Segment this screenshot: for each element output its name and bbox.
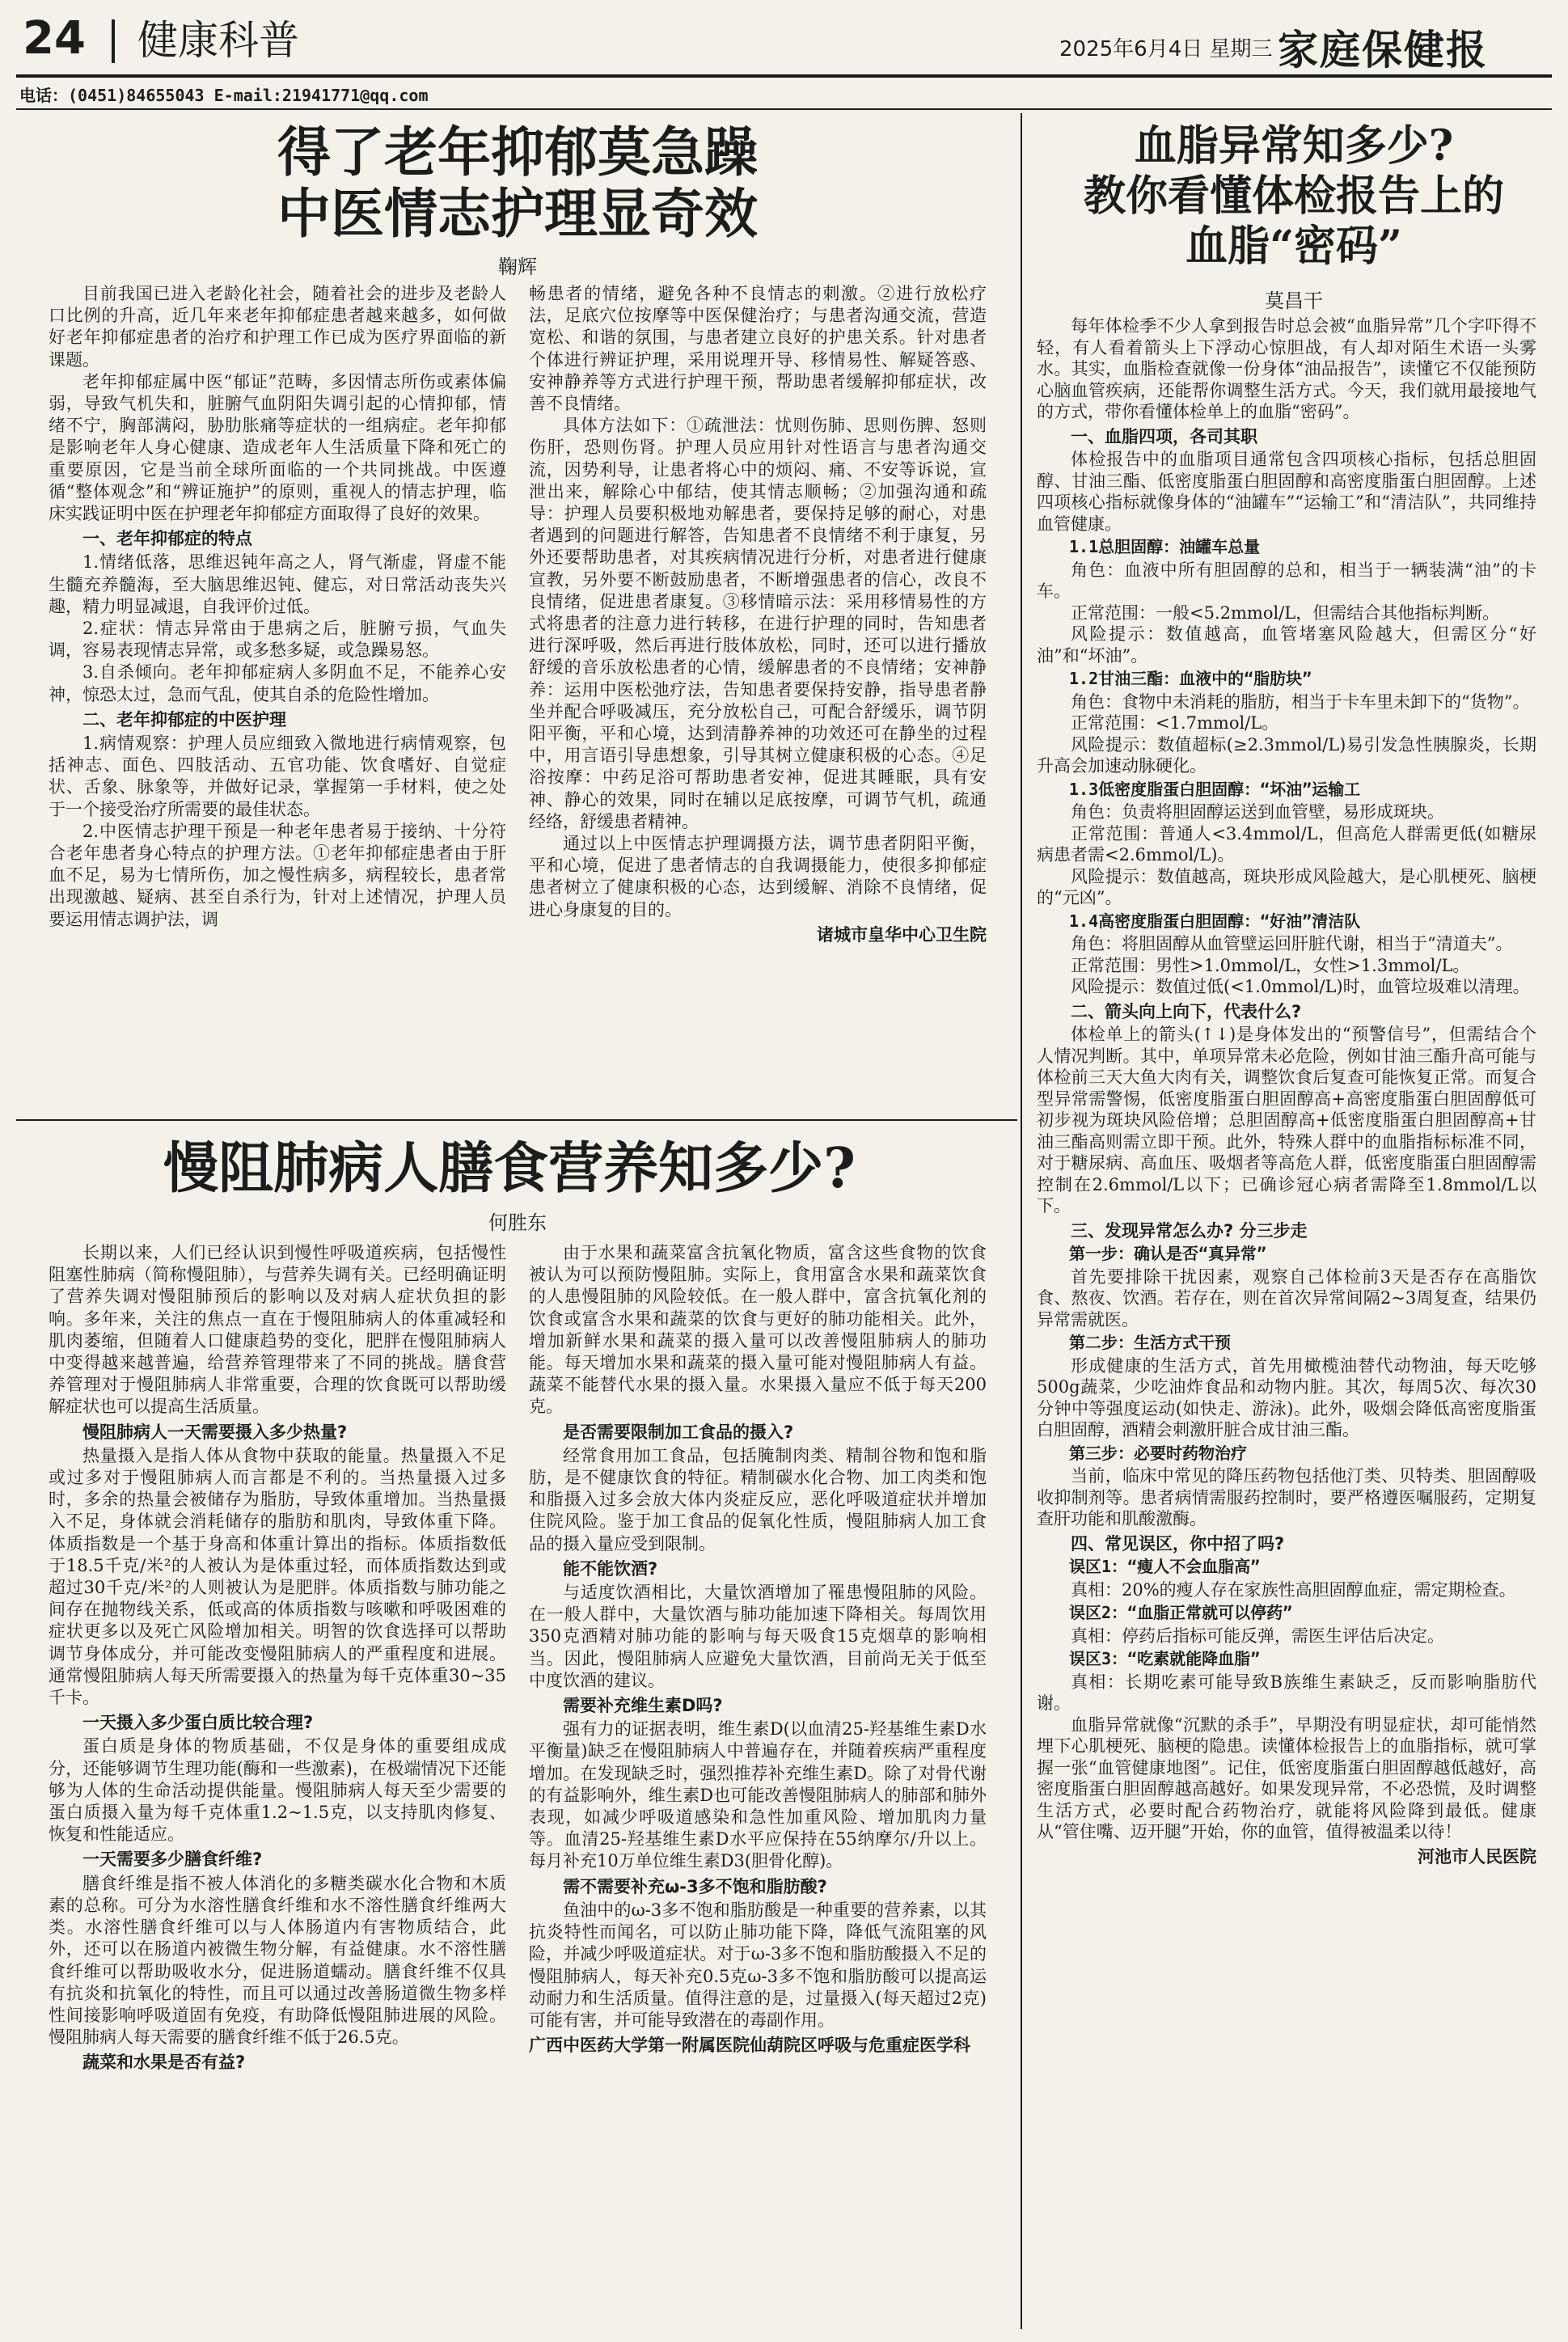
paragraph: 经常食用加工食品，包括腌制肉类、精制谷物和饱和脂肪，是不健康饮食的特征。精制碳水化合物、加工肉类和饱和脂摄入过多会放大体内炎症反应，恶化呼吸道症状并增加住院风险。鉴于加工食品的促氧化性质，慢阻肺病人加工食品的摄入量应受到限制。: [529, 1445, 987, 1554]
paragraph: 首先要排除干扰因素，观察自己体检前3天是否存在高脂饮食、熬夜、饮酒。若存在，则在首次异常间隔2~3周复查，结果仍异常需就医。: [1037, 1266, 1536, 1330]
page-number: 24: [23, 12, 86, 65]
paragraph: 角色：将胆固醇从血管壁运回肝脏代谢，相当于“清道夫”。: [1071, 934, 1513, 953]
subheading-minor: 1.1总胆固醇：油罐车总量: [1069, 537, 1261, 556]
paragraph: 真相：停药后指标可能反弹，需医生评估后决定。: [1071, 1625, 1444, 1646]
subheading-minor: 误区2：“血脂正常就可以停药”: [1069, 1603, 1293, 1622]
paragraph: 1.病情观察：护理人员应细致入微地进行病情观察，包括神志、面色、四肢活动、五官功能、饮食嗜好、自觉症状、舌象、脉象等，并做好记录，掌握第一手材料，使之处于一个接受治疗所需要的最佳状态。: [49, 733, 506, 819]
article1-column-1: [49, 283, 506, 1116]
article3-title-line3: 血脂“密码”: [1186, 222, 1402, 271]
paragraph: 目前我国已进入老龄化社会，随着社会的进步及老龄人口比例的升高，近几年来老年抑郁症患者越来越多，如何做好老年抑郁症患者的治疗和护理工作已成为医疗界面临的新课题。: [49, 284, 506, 370]
paragraph: 角色：食物中未消耗的脂肪，相当于卡车里未卸下的“货物”。: [1071, 691, 1530, 712]
paragraph: 通过以上中医情志护理调摄方法，调节患者阴阳平衡，平和心境，促进了患者情志的自我调摄能力，使很多抑郁症患者树立了健康积极的心态，达到缓解、消除不良情绪，促进心身康复的目的。: [529, 834, 987, 919]
subheading: 二、老年抑郁症的中医护理: [82, 709, 286, 729]
subheading: 四、常见误区，你中招了吗?: [1071, 1533, 1285, 1554]
newspaper-name: 家庭保健报: [1278, 26, 1488, 74]
paragraph: 正常范围：普通人<3.4mmol/L，但高危人群需更低(如糖尿病患者需<2.6mmol/L)。: [1037, 823, 1536, 865]
paragraph: 2.症状：情志异常由于患病之后，脏腑亏损，气血失调，容易表现情志异常，或多愁多疑，或急躁易怒。: [49, 619, 506, 661]
paragraph: 血脂异常就像“沉默的杀手”，早期没有明显症状，却可能悄然埋下心肌梗死、脑梗的隐患。读懂体检报告上的血脂指标，就可掌握一张“血管健康地图”。记住，低密度脂蛋白胆固醇越低越好，高密度脂蛋白胆固醇越高越好。如果发现异常，不必恐慌，及时调整生活方式，必要时配合药物治疗，就能将风险降到最低。健康从“管住嘴、迈开腿”开始，你的血管，值得被温柔以待！: [1037, 1714, 1536, 1841]
subheading: 是否需要限制加工食品的摄入?: [563, 1422, 794, 1442]
paragraph: 1.情绪低落，思维迟钝年高之人，肾气渐虚，肾虚不能生髓充养髓海，至大脑思维迟钝、健忘，对日常活动丧失兴趣，精力明显减退，自我评价过低。: [49, 552, 506, 616]
subheading-minor: 误区1：“瘦人不会血脂高”: [1069, 1557, 1261, 1576]
paragraph: 风险提示：数值越高，血管堵塞风险越大，但需区分“好油”和“坏油”。: [1037, 624, 1536, 666]
article3-author: 莫昌干: [1265, 290, 1323, 312]
page-header: [16, 11, 1553, 76]
subheading: 蔬菜和水果是否有益?: [82, 2052, 246, 2073]
subheading: 一、血脂四项，各司其职: [1071, 426, 1257, 446]
subheading: 三、发现异常怎么办? 分三步走: [1071, 1220, 1308, 1241]
source-institution: 河池市人民医院: [1418, 1846, 1536, 1866]
article-divider: [16, 1119, 1017, 1121]
paragraph: 蛋白质是身体的物质基础，不仅是身体的重要组成成分，还能够调节生理功能(酶和一些激素)，在极端情况下还能够为人体的生命活动提供能量。慢阻肺病人每天至少需要的蛋白质摄入量为每千克体重1.2~1.5克，以支持肌肉修复、恢复和性能适应。: [49, 1736, 506, 1845]
paragraph: 正常范围：<1.7mmol/L。: [1071, 713, 1279, 733]
subheading: 慢阻肺病人一天需要摄入多少热量?: [82, 1422, 348, 1442]
source-institution: 广西中医药大学第一附属医院仙葫院区呼吸与危重症医学科: [529, 2036, 970, 2056]
paragraph: 形成健康的生活方式，首先用橄榄油替代动物油，每天吃够500g蔬菜，少吃油炸食品和动物内脏。其次，每周5次、每次30分钟中等强度运动(如快走、游泳)。此外，吸烟会降低高密度脂蛋白胆固醇，酒精会刺激肝脏合成甘油三酯。: [1037, 1355, 1536, 1439]
paragraph: 正常范围：男性>1.0mmol/L，女性>1.3mmol/L。: [1071, 955, 1470, 975]
paragraph: 风险提示：数值越高，斑块形成风险越大，是心肌梗死、脑梗的“元凶”。: [1037, 866, 1536, 907]
paragraph: 风险提示：数值过低(<1.0mmol/L)时，血管垃圾难以清理。: [1071, 977, 1530, 996]
subheading-minor: 第三步：必要时药物治疗: [1069, 1443, 1247, 1463]
paragraph: 角色：血液中所有胆固醇的总和，相当于一辆装满“油”的卡车。: [1037, 560, 1536, 601]
article2-author: 何胜东: [488, 1211, 547, 1234]
article2-column-2: [529, 1242, 987, 2334]
subheading: 需要补充维生素D吗?: [563, 1696, 723, 1716]
paragraph: 热量摄入是指人体从食物中获取的能量。热量摄入不足或过多对于慢阻肺病人而言都是不利的。当热量摄入过多时，多余的热量会被储存为脂肪，导致体重增加。当热量摄入不足，身体就会消耗储存的脂肪和肌肉，导致体重下降。体质指数是一个基于身高和体重计算出的指标。体质指数低于18.5千克/米²的人被认为是体重过轻，而体质指数达到或超过30千克/米²的人则被认为是肥胖。体质指数与肺功能之间存在抛物线关系，低或高的体质指数与咳嗽和呼吸困难的症状更多以及死亡风险增加相关。明智的饮食选择可以帮助调节身体成分，并可能改变慢阻肺病人的严重程度和进展。通常慢阻肺病人每天所需要摄入的热量为每千克体重30~35千卡。: [49, 1445, 506, 1708]
subheading-minor: 误区3：“吃素就能降血脂”: [1069, 1649, 1261, 1668]
article3-title-line1: 血脂异常知多少?: [1134, 121, 1454, 171]
article2-title: 慢阻肺病人膳食营养知多少?: [163, 1136, 856, 1201]
article1-title-line1: 得了老年抑郁莫急躁: [277, 120, 758, 184]
article1-title-line2: 中医情志护理显奇效: [277, 182, 758, 245]
paragraph: 真相：长期吃素可能导致B族维生素缺乏，反而影响脂肪代谢。: [1037, 1672, 1536, 1713]
paragraph: 风险提示：数值超标(≥2.3mmol/L)易引发急性胰腺炎，长期升高会加速动脉硬化。: [1037, 734, 1536, 776]
paragraph: 每年体检季不少人拿到报告时总会被“血脂异常”几个字吓得不轻，有人看着箭头上下浮动心惊胆战，有人却对陌生术语一头雾水。其实，血脂检查就像一份身体“油品报告”，读懂它不仅能预防心脑血管疾病，还能帮你调整生活方式。今天，我们就用最接地气的方式，带你看懂体检单上的血脂“密码”。: [1037, 316, 1536, 421]
subheading-minor: 第一步：确认是否“真异常”: [1069, 1244, 1267, 1263]
paragraph: 鱼油中的ω-3多不饱和脂肪酸是一种重要的营养素，以其抗炎特性而闻名，可以防止肺功能下降，降低气流阻塞的风险，并减少呼吸道症状。对于ω-3多不饱和脂肪酸摄入不足的慢阻肺病人，每天补充0.5克ω-3多不饱和脂肪酸可以提高运动耐力和生活质量。值得注意的是，过量摄入(每天超过2克)可能有害，并可能导致潜在的毒副作用。: [529, 1900, 987, 2030]
issue-date: 2025年6月4日 星期三: [1059, 37, 1273, 61]
subheading: 一天需要多少膳食纤维?: [82, 1850, 263, 1870]
paragraph: 角色：负责将胆固醇运送到血管壁，易形成斑块。: [1071, 802, 1444, 822]
column-divider: [1021, 113, 1022, 2329]
paragraph: 2.中医情志护理干预是一种老年患者易于接纳、十分符合老年患者身心特点的护理方法。①老年抑郁症患者由于肝血不足，易为七情所伤，加之慢性病多，病程较长，患者常出现激越、疑病、甚至自杀行为，针对上述情况，护理人员要运用情志调护法，调: [49, 821, 506, 929]
contact-rule: [16, 108, 1552, 110]
paragraph: 长期以来，人们已经认识到慢性呼吸道疾病，包括慢性阻塞性肺病（简称慢阻肺），与营养失调有关。已经明确证明了营养失调对慢阻肺预后的影响以及对病人症状负担的影响。多年来，关注的焦点一直在于慢阻肺病人的体重减轻和肌肉萎缩，但随着人口健康趋势的变化，肥胖在慢阻肺病人中变得越来越普遍，给营养管理带来了不同的挑战。膳食营养管理对于慢阻肺病人非常重要，合理的饮食既可以帮助缓解症状也可以提高生活质量。: [49, 1243, 506, 1417]
subheading-minor: 1.3低密度脂蛋白胆固醇：“坏油”运输工: [1069, 779, 1361, 799]
section-title: 健康科普: [137, 17, 299, 64]
source-institution: 诸城市皇华中心卫生院: [817, 924, 987, 945]
subheading-minor: 1.4高密度脂蛋白胆固醇：“好油”清洁队: [1069, 911, 1361, 931]
paragraph: 老年抑郁症属中医“郁证”范畴，多因情志所伤或素体偏弱，导致气机失和，脏腑气血阴阳失调引起的心情抑郁，情绪不宁，胸部满闷，胁肋胀痛等症状的一组病症。老年抑郁是影响老年人身心健康、造成老年人生活质量下降和死亡的重要原因，它是当前全球所面临的一个共同挑战。中医遵循“整体观念”和“辨证施护”的原则，重视人的情志护理，临床实践证明中医在护理老年抑郁症方面取得了良好的效果。: [49, 371, 506, 524]
paragraph: 畅患者的情绪，避免各种不良情志的刺激。②进行放松疗法，足底穴位按摩等中医保健治疗；与患者沟通交流，营造宽松、和谐的氛围，与患者建立良好的护患关系。针对患者个体进行辨证护理，采用说理开导、移情易性、解疑答惑、安神静养等方式进行护理干预，帮助患者缓解抑郁症状，改善不良情绪。: [529, 284, 987, 414]
article3-body: [1037, 315, 1536, 2329]
paragraph: 体检单上的箭头(↑↓)是身体发出的“预警信号”，但需结合个人情况判断。其中，单项异常未必危险，例如甘油三酯升高可能与体检前三天大鱼大肉有关，调整饮食后复查可能恢复正常。而复合型异常需警惕，低密度脂蛋白胆固醇高+高密度脂蛋白胆固醇低可初步视为斑块风险倍增；总胆固醇高+低密度脂蛋白胆固醇高+甘油三酯高则需立即干预。此外，特殊人群中的血脂指标标准不同，对于糖尿病、高血压、吸烟者等高危人群，低密度脂蛋白胆固醇需控制在2.6mmol/L以下；已确诊冠心病者需降至1.8mmol/L以下。: [1037, 1025, 1536, 1215]
paragraph: 正常范围：一般<5.2mmol/L，但需结合其他指标判断。: [1071, 602, 1500, 623]
subheading: 二、箭头向上向下，代表什么?: [1071, 1001, 1302, 1021]
paragraph: 当前，临床中常见的降压药物包括他汀类、贝特类、胆固醇吸收抑制剂等。患者病情需服药控制时，要严格遵医嘱服药，定期复查肝功能和肌酸激酶。: [1037, 1466, 1536, 1528]
subheading: 需不需要补充ω-3多不饱和脂肪酸?: [563, 1876, 827, 1896]
article2-column-1: [49, 1242, 506, 2334]
paragraph: 膳食纤维是指不被人体消化的多糖类碳水化合物和木质素的总称。可分为水溶性膳食纤维和水不溶性膳食纤维两大类。水溶性膳食纤维可以与人体肠道内有害物质结合，此外，还可以在肠道内被微生物分解，有益健康。水不溶性膳食纤维可以帮助吸收水分，促进肠道蠕动。膳食纤维不仅具有抗炎和抗氧化的特性，而且可以通过改善肠道微生物多样性间接影响呼吸道固有免疫，有助降低慢阻肺进展的风险。慢阻肺病人每天需要的膳食纤维不低于26.5克。: [49, 1873, 506, 2048]
subheading: 能不能饮酒?: [563, 1558, 658, 1579]
article1-title: [97, 121, 938, 244]
paragraph: 具体方法如下：①疏泄法：忧则伤肺、思则伤脾、怒则伤肝，恐则伤肾。护理人员应用针对性语言与患者沟通交流，因势利导，让患者将心中的烦闷、痛、不安等诉说，宣泄出来，解除心中郁结，使其情志顺畅；②加强沟通和疏导：护理人员要积极地劝解患者，要保持足够的耐心，对患者遇到的问题进行解答，告知患者不良情绪不利于康复，另外还要帮助患者，对其疾病情况进行分析，对患者进行健康宣教，另外要不断鼓励患者，不断增强患者的信心，改良不良情绪，促进患者康复。③移情暗示法：采用移情易性的方式将患者的注意力进行转移，在进行护理的同时，告知患者进行深呼吸，然后再进行肢体放松，同时，还可以进行播放舒缓的音乐放松患者的心情，缓解患者的不良情绪；安神静养：运用中医松弛疗法，告知患者要保持安静，指导患者静坐并配合呼吸减压，充分放松自己，可配合舒缓乐，调节阴阳平衡，平和心境，达到清静养神的功效还可在静坐的过程中，用言语引导患想象，引导其树立健康积极的心态。④足浴按摩：中药足浴可帮助患者安神，促进其睡眠，具有安神、静心的效果，同时在辅以足底按摩，可调节气机，疏通经络，舒缓患者精神。: [529, 416, 987, 831]
header-rule: [16, 74, 1552, 78]
paragraph: 体检报告中的血脂项目通常包含四项核心指标，包括总胆固醇、甘油三酯、低密度脂蛋白胆固醇和高密度脂蛋白胆固醇。上述四项核心指标就像身体的“油罐车”“运输工”和“清洁队”，共同维持血管健康。: [1037, 450, 1536, 534]
paragraph: 强有力的证据表明，维生素D(以血清25-羟基维生素D水平衡量)缺乏在慢阻肺病人中普遍存在，并随着疾病严重程度增加。在发现缺乏时，强烈推荐补充维生素D。除了对骨代谢的有益影响外，维生素D也可能改善慢阻肺病人的肺部和肺外表现，如减少呼吸道感染和急性加重风险、增加肌肉力量等。血清25-羟基维生素D水平应保持在55纳摩尔/升以上。每月补充10万单位维生素D3(胆骨化醇)。: [529, 1719, 987, 1871]
paragraph: 与适度饮酒相比，大量饮酒增加了罹患慢阻肺的风险。在一般人群中，大量饮酒与肺功能加速下降相关。每周饮用350克酒精对肺功能的影响与每天吸食15克烟草的影响相当。因此，慢阻肺病人应避免大量饮酒，目前尚无关于低至中度饮酒的建议。: [529, 1583, 987, 1690]
paragraph: 真相：20%的瘦人存在家族性高胆固醇血症，需定期检查。: [1071, 1579, 1516, 1600]
paragraph: 3.自杀倾向。老年抑郁症病人多阴血不足，不能养心安神，惊恐太过，急而气乱，使其自杀的危险性增加。: [49, 662, 506, 704]
subheading-minor: 第二步：生活方式干预: [1069, 1333, 1231, 1352]
paragraph: 由于水果和蔬菜富含抗氧化物质，富含这些食物的饮食被认为可以预防慢阻肺。实际上，食用富含水果和蔬菜饮食的人患慢阻肺的风险较低。在一般人群中，富含抗氧化剂的饮食或富含水果和蔬菜的饮食与更好的肺功能相关。此外，增加新鲜水果和蔬菜的摄入量可以改善慢阻肺病人的肺功能。每天增加水果和蔬菜的摄入量可能对慢阻肺病人有益。蔬菜不能替代水果的摄入量。水果摄入量应不低于每天200克。: [529, 1243, 987, 1417]
article1-author: 鞠辉: [498, 256, 537, 278]
subheading: 一、老年抑郁症的特点: [82, 529, 252, 549]
contact-line: 电话：(0451)84655043 E-mail:21941771@qq.com: [19, 86, 429, 105]
article1-column-2: [529, 283, 987, 1116]
header-divider: [112, 19, 115, 63]
subheading-minor: 1.2甘油三酯：血液中的“脂肪块”: [1069, 669, 1312, 688]
subheading: 一天摄入多少蛋白质比较合理?: [82, 1713, 314, 1733]
article3-title: [1043, 121, 1545, 272]
article3-title-line2: 教你看懂体检报告上的: [1083, 171, 1504, 221]
